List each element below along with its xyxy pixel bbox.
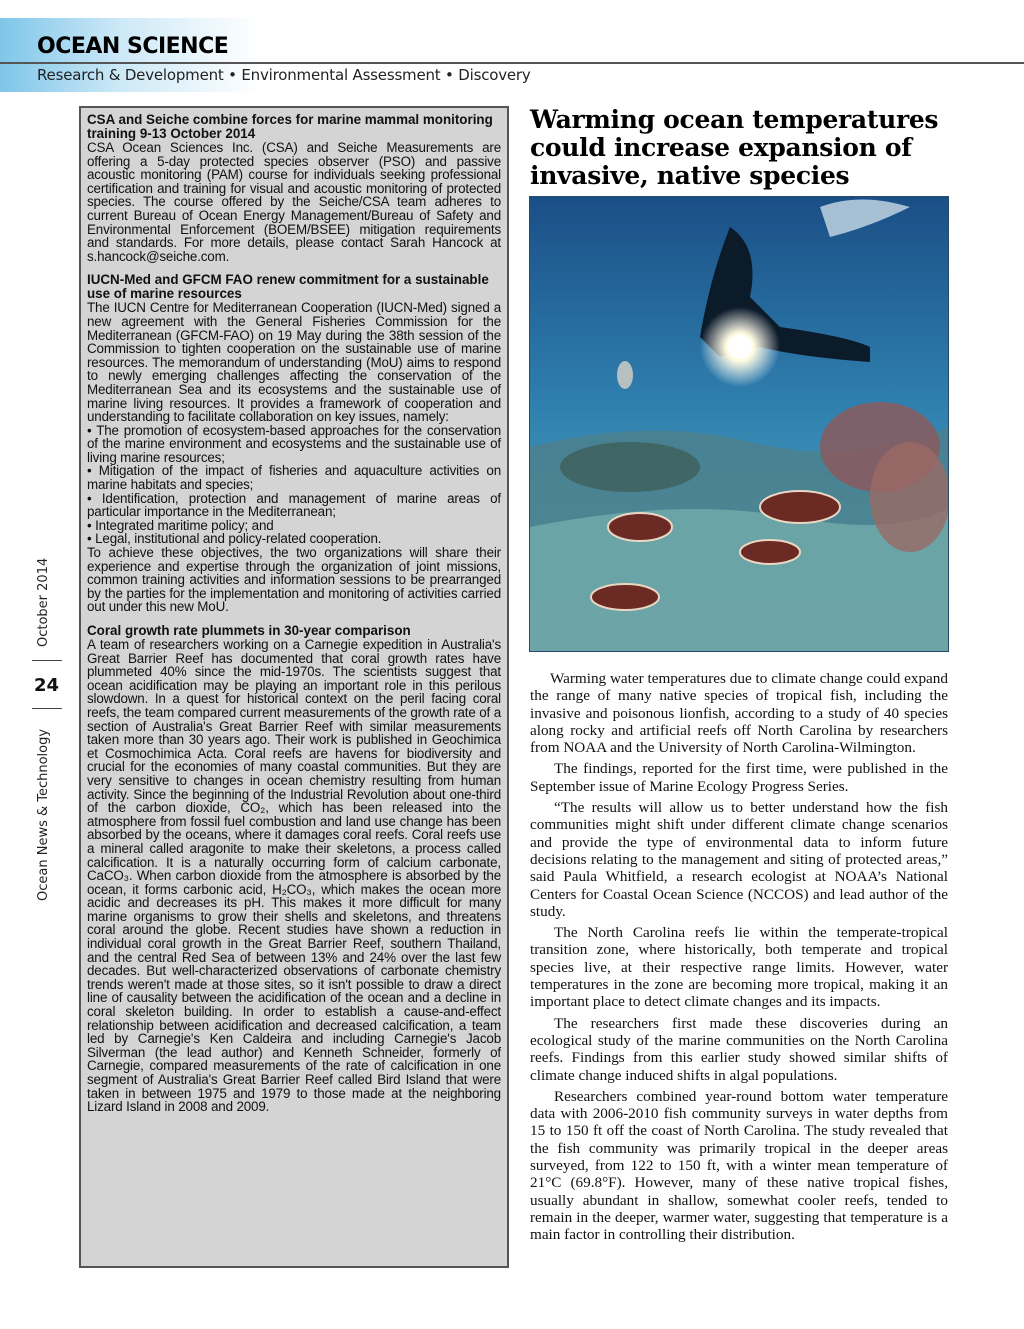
- article-paragraph: The researchers first made these discoveries during an ecological study of the marine communities on the North Carolina reefs. Findings from this earlier study showed similar shifts of climate change induced shifts in algal populations.: [530, 1014, 948, 1084]
- article-headline: Warming ocean temperatures could increase expansion of invasive, native species: [530, 105, 939, 190]
- news-briefs-box: [79, 106, 509, 1268]
- folio-divider: [32, 660, 62, 661]
- underwater-scene-image: [530, 197, 949, 652]
- section-subtitle: Research & Development • Environmental Assessment • Discovery: [37, 66, 531, 84]
- news-headline: IUCN-Med and GFCM FAO renew commitment for a sustainable use of marine resources: [87, 272, 489, 302]
- publication-name: Ocean News & Technology: [36, 728, 51, 902]
- article-paragraph: The North Carolina reefs lie within the temperate-tropical transition zone, where historically, both temperate and tropical species live, at their respective range limits. However, water temperatures in the zone are becoming more tropical, making it an important place to detect climate changes and its impacts.: [530, 924, 948, 1011]
- section-title: OCEAN SCIENCE: [37, 34, 229, 59]
- news-item: [87, 113, 501, 263]
- issue-month: October 2014: [36, 557, 51, 647]
- article-paragraph: Researchers combined year-round bottom water temperature data with 2006-2010 fish community surveys in water depths from 15 to 150 ft off the coast of North Carolina. The study revealed that the fish community was primarily tropical in the deeper areas surveyed, from 122 to 150 ft, with a winter mean temperature of 21°C (69.8°F). However, many of these native tropical fishes, usually abundant in shallow, somewhat cooler reefs, tended to remain in the deeper, warmer water, suggesting that temperature is a main factor in controlling their distribution.: [530, 1087, 948, 1244]
- diver-lionfish-photo: [529, 196, 949, 652]
- article-body: [530, 670, 948, 1248]
- news-headline: Coral growth rate plummets in 30-year comparison: [87, 623, 411, 638]
- article-paragraph: The findings, reported for the first time, were published in the September issue of Marine Ecology Progress Series.: [530, 760, 948, 795]
- article-paragraph: Warming water temperatures due to climate change could expand the range of many native species of tropical fish, including the invasive and poisonous lionfish, according to a study of 40 species along rocky and artificial reefs off North Carolina by researchers from NOAA and the University of North Carolina-Wilmington.: [530, 670, 948, 757]
- news-body: The IUCN Centre for Mediterranean Cooperation (IUCN-Med) signed a new agreement with the General Fisheries Commission for the Mediterranean (GFCM-FAO) on 19 May during the 38th session of the Commission to tighten cooperation on the sustainable use of marine resources. The memorandum of understanding (MoU) aims to respond to newly emerging challenges affecting the conservation of the Mediterranean Sea and its ecosystems and the sustainable use of marine living resources. It provides a framework of cooperation and understanding to facilitate collaboration on key issues, namely: • The promotion of ecosystem-based approaches for the conservation of the marine environment and ecosystems and the sustainable use of living marine resources; • Mitigation of the impact of fisheries and aquaculture activities on marine habitats and species; • Identification, protection and management of marine areas of particular importance in the Mediterranean; • Integrated maritime policy; and • Legal, institutional and policy-related cooperation. To achieve these objectives, the two organizations will share their experience and expertise through the organization of joint missions, common training activities and information sessions to be prearranged by the parties for the implementation and monitoring of activities carried out under this new MoU.: [87, 300, 501, 615]
- folio-divider: [32, 708, 62, 709]
- news-item: [87, 273, 501, 614]
- header-rule: [0, 62, 1024, 64]
- article-paragraph: “The results will allow us to better understand how the fish communities might shift under different climate change scenarios and provide the type of environmental data to inform future decisions relating to the management and siting of protected areas,” said Paula Whitfield, a research ecologist at NOAA’s National Centers for Coastal Ocean Science (NCCOS) and lead author of the study.: [530, 799, 948, 920]
- news-item: [87, 624, 501, 1114]
- news-body: CSA Ocean Sciences Inc. (CSA) and Seiche Measurements are offering a 5-day protected species observer (PSO) and passive acoustic monitoring (PAM) course for individuals seeking professional certification and training for visual and acoustic monitoring of protected species. The course offered by the Seiche/CSA team adheres to current Bureau of Ocean Energy Management/Bureau of Safety and Environmental Enforcement (BOEM/BSEE) mitigation requirements and standards. For more details, please contact Sarah Hancock at s.hancock@seiche.com.: [87, 140, 501, 264]
- news-headline: CSA and Seiche combine forces for marine mammal monitoring training 9-13 October 2014: [87, 112, 493, 141]
- news-body: A team of researchers working on a Carnegie expedition in Australia's Great Barrier Reef has documented that coral growth rates have plummeted 40% since the mid-1970s. The scientists suggest that ocean acidification may be playing an important role in this perilous slowdown. In a quest for historical context on the peril facing coral reefs, the team compared current measurements of the growth rate of a section of Australia's Great Barrier Reef with similar measurements taken more than 30 years ago. Their work is published in Geochimica et Cosmochimica Acta. Coral reefs are havens for biodiversity and crucial for the economies of many coastal communities. But they are very sensitive to changes in ocean chemistry resulting from human activity. Since the beginning of the Industrial Revolution about one-third of the carbon dioxide, CO₂, which has been released into the atmosphere from fossil fuel combustion and land use change has been absorbed by the oceans, where it damages coral reefs. Coral reefs use a mineral called aragonite to make their skeletons, a process called calcification. It is a naturally occurring form of calcium carbonate, CaCO₃. When carbon dioxide from the atmosphere is absorbed by the ocean, it forms carbonic acid, H₂CO₃, which makes the ocean more acidic and decreases its pH. This makes it more difficult for many marine organisms to grow their shells and skeletons, and threatens coral around the globe. Recent studies have shown a reduction in individual coral growth in the Great Barrier Reef, southern Thailand, and the central Red Sea of between 13% and 24% over the last few decades. But well-characterized observations of carbonate chemistry trends weren't made at those sites, so it isn't possible to draw a direct line of causality between the acidification of the ocean and a decline in coral skeleton building. In order to establish a cause-and-effect relationship between acidification and decreased calcification, a team led by Carnegie's Ken Caldeira and including Carnegie's Jacob Silverman (the lead author) and Kenneth Schneider, formerly of Carnegie, compared measurements of the rate of calcification in one segment of Australia's Great Barrier Reef called Bird Island that were taken in between 1975 and 1979 to those made at the neighboring Lizard Island in 2008 and 2009.: [87, 637, 501, 1115]
- page-number: 24: [34, 675, 60, 696]
